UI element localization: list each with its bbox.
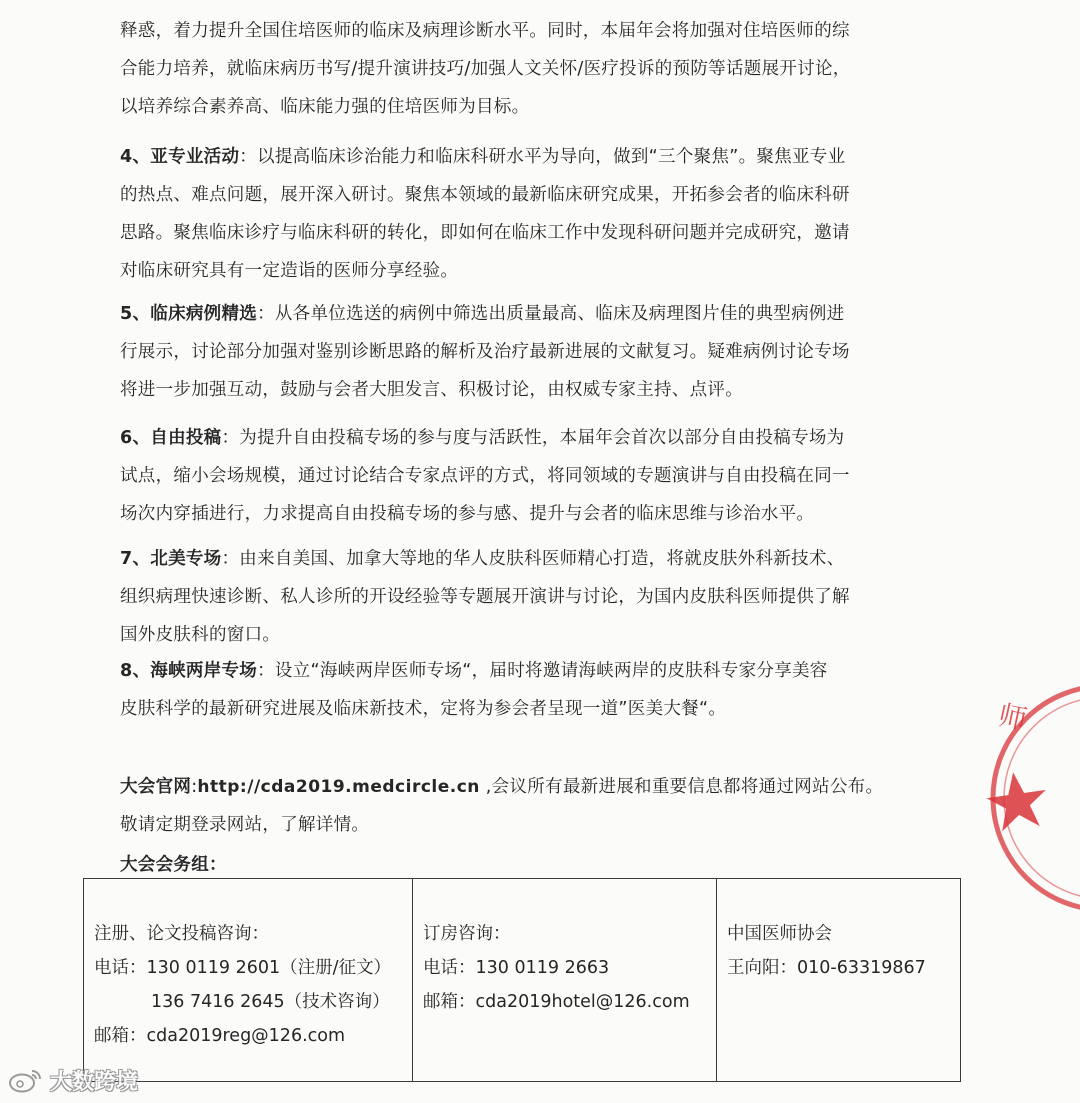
text-line: 对临床研究具有一定造诣的医师分享经验。: [120, 261, 459, 281]
watermark: [8, 1064, 138, 1096]
contact-org: 中国医师协会: [727, 924, 832, 944]
text-line: 合能力培养，就临床病历书写/提升演讲技巧/加强人文关怀/医疗投诉的预防等话题展开讨论，: [120, 59, 851, 79]
website-separator: :: [191, 777, 198, 797]
contact-phone: 电话：130 0119 2663: [423, 958, 610, 978]
contact-cell-association: [716, 879, 960, 1081]
watermark-text: 大数跨境: [50, 1069, 139, 1095]
text-line: ：从各单位选送的病例中筛选出质量最高、临床及病理图片佳的典型病例进: [257, 304, 845, 324]
contact-phone: 电话：130 0119 2601（注册/征文）: [94, 958, 391, 978]
section-heading: 5、临床病例精选: [120, 304, 258, 324]
section-subspecialty: [120, 138, 930, 290]
text-line: 将进一步加强互动，鼓励与会者大胆发言、积极讨论，由权威专家主持、点评。: [120, 380, 743, 400]
text-line: 的热点、难点问题，展开深入研讨。聚焦本领域的最新临床研究成果，开拓参会者的临床科研: [120, 185, 850, 205]
section-free-submission: [120, 419, 930, 533]
text-line: 场次内穿插进行，力求提高自由投稿专场的参与感、提升与会者的临床思维与诊治水平。: [120, 504, 815, 524]
text-line: 皮肤科学的最新研究进展及临床新技术，定将为参会者呈现一道”医美大餐“。: [120, 699, 727, 719]
text-line: ：为提升自由投稿专场的参与度与活跃性，本届年会首次以部分自由投稿专场为: [221, 428, 845, 448]
contact-cell-registration: [84, 879, 412, 1081]
text-line: 思路。聚焦临床诊疗与临床科研的转化，即如何在临床工作中发现科研问题并完成研究，邀请: [120, 223, 850, 243]
contact-title: 注册、论文投稿咨询：: [94, 924, 269, 944]
contact-person: 王向阳：010-63319867: [727, 958, 926, 978]
section-north-america: [120, 540, 930, 654]
text-line: ：由来自美国、加拿大等地的华人皮肤科医师精心打造，将就皮肤外科新技术、: [221, 549, 845, 569]
intro-paragraph: [120, 12, 930, 126]
text-line: 国外皮肤科的窗口。: [120, 625, 281, 645]
contact-email[interactable]: 邮箱：cda2019reg@126.com: [94, 1026, 346, 1046]
contact-cell-hotel: [412, 879, 716, 1081]
official-seal: [965, 680, 1080, 920]
text-line: 以培养综合素养高、临床能力强的住培医师为目标。: [120, 97, 530, 117]
section-cross-strait: [120, 652, 930, 728]
website-link[interactable]: http://cda2019.medcircle.cn: [197, 777, 480, 797]
section-heading: 6、自由投稿: [120, 428, 222, 448]
text-line: ：以提高临床诊治能力和临床科研水平为导向，做到“三个聚焦”。聚焦亚专业: [239, 147, 846, 167]
secretariat-heading: 大会会务组：: [120, 855, 227, 875]
website-label: 大会官网: [120, 777, 192, 797]
text-line: 释惑，着力提升全国住培医师的临床及病理诊断水平。同时，本届年会将加强对住培医师的综: [120, 21, 850, 41]
contact-phone: 136 7416 2645（技术咨询）: [151, 992, 390, 1012]
contact-email[interactable]: 邮箱：cda2019hotel@126.com: [423, 992, 690, 1012]
section-heading: 7、北美专场: [120, 549, 222, 569]
section-case-selection: [120, 295, 930, 409]
text-line: 组织病理快速诊断、私人诊所的开设经验等专题展开演讲与讨论，为国内皮肤科医师提供了解: [120, 587, 850, 607]
website-description: ,会议所有最新进展和重要信息都将通过网站公布。: [479, 777, 884, 797]
section-heading: 4、亚专业活动: [120, 147, 240, 167]
weibo-icon: [8, 1066, 44, 1094]
website-paragraph: [120, 768, 930, 844]
text-line: ：设立“海峡两岸医师专场“，届时将邀请海峡两岸的皮肤科专家分享美容: [257, 661, 828, 681]
text-line: 行展示，讨论部分加强对鉴别诊断思路的解析及治疗最新进展的文献复习。疑难病例讨论专场: [120, 342, 850, 362]
text-line: 敬请定期登录网站，了解详情。: [120, 815, 370, 835]
text-line: 试点，缩小会场规模，通过讨论结合专家点评的方式，将同领域的专题演讲与自由投稿在同一: [120, 466, 850, 486]
contact-title: 订房咨询：: [423, 924, 511, 944]
contact-table: [83, 878, 961, 1082]
seal-text: 师: [995, 698, 1030, 737]
section-heading: 8、海峡两岸专场: [120, 661, 258, 681]
